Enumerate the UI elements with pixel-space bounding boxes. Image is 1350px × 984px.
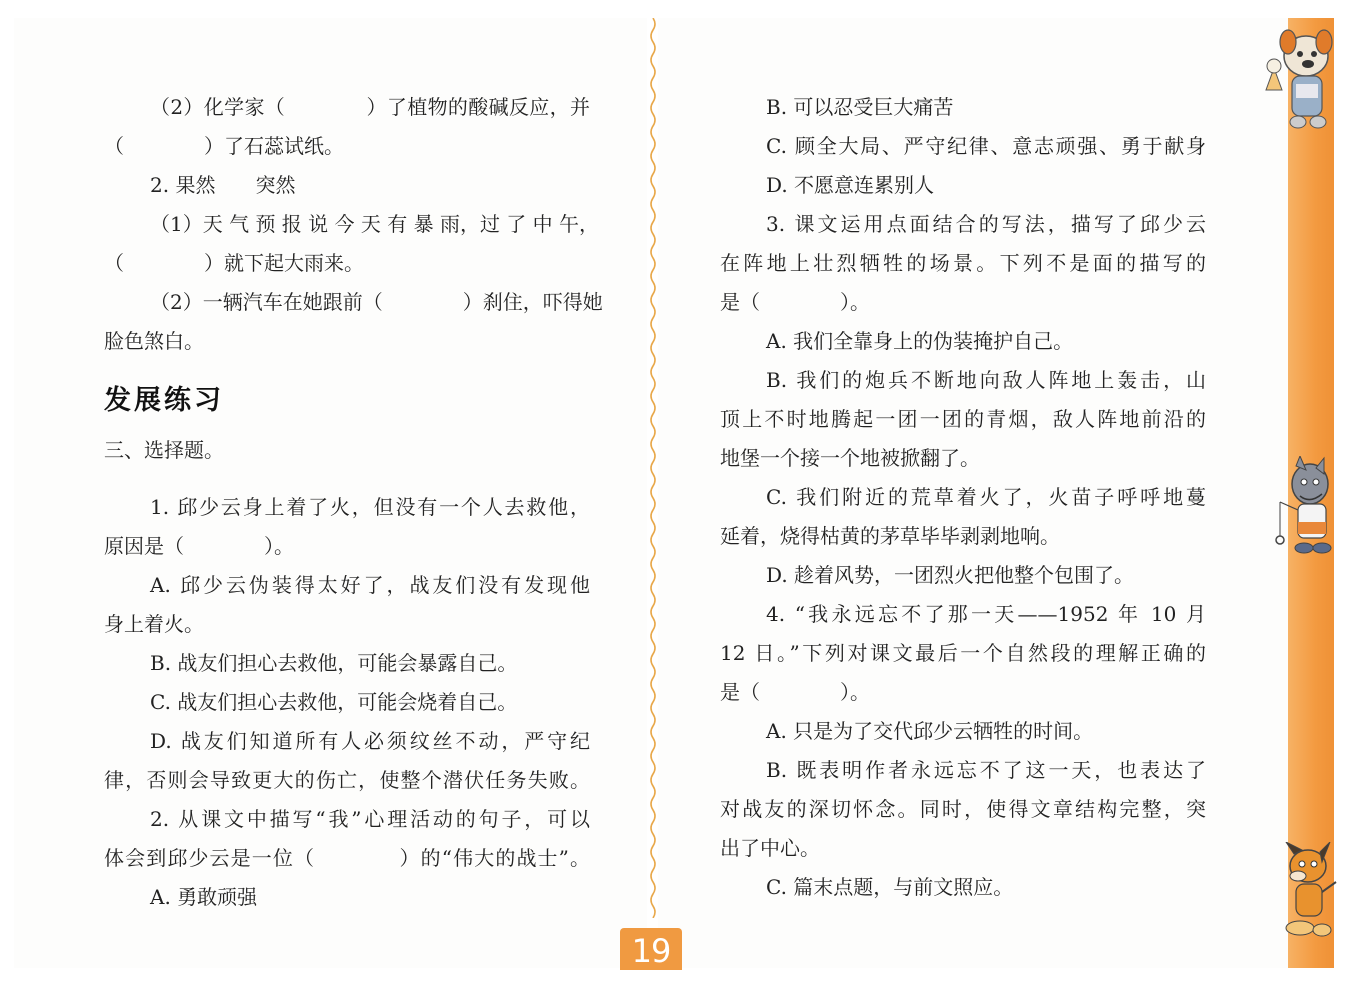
question-line: 在阵地上壮烈牺牲的场景。下列不是面的描写的 [720,251,1206,275]
question-line: 是（ ）。 [720,290,870,314]
page-number: 19 [620,928,682,970]
option-line: D. 趁着风势，一团烈火把他整个包围了。 [766,563,1135,587]
text-line: （ ）了石蕊试纸。 [104,134,344,158]
question-line: 4. “我永远忘不了那一天——1952 年 10 月 [766,602,1206,626]
option-line: C. 顾全大局、严守纪律、意志顽强、勇于献身 [766,134,1206,158]
option-line: C. 篇末点题，与前文照应。 [766,875,1014,899]
option-line: D. 战友们知道所有人必须纹丝不动，严守纪 [150,729,590,753]
option-line: C. 战友们担心去救他，可能会烧着自己。 [150,690,518,714]
question-line: 3. 课文运用点面结合的写法，描写了邱少云 [766,212,1206,236]
text-line: （1）天 气 预 报 说 今 天 有 暴 雨，过 了 中 午， [150,212,600,236]
text-line: 2. 果然 突然 [150,173,296,197]
option-line: 律，否则会导致更大的伤亡，使整个潜伏任务失败。 [104,768,590,792]
mascot-dog-ice-cream-icon [1262,28,1338,136]
option-line: A. 只是为了交代邱少云牺牲的时间。 [766,719,1094,743]
book-spine [646,18,660,918]
option-line: A. 邱少云伪装得太好了，战友们没有发现他 [150,573,590,597]
right-column [720,88,1206,907]
option-line: A. 勇敢顽强 [150,885,258,909]
option-line: 出了中心。 [720,836,820,860]
option-line: B. 既表明作者永远忘不了这一天，也表达了 [766,758,1206,782]
question-section-title: 三、选择题。 [104,438,224,462]
text-line: （2）一辆汽车在她跟前（ ）刹住，吓得她 [150,290,603,314]
mascot-dog-pointing-icon [1272,842,1338,942]
question-line: 1. 邱少云身上着了火，但没有一个人去救他， [150,495,590,519]
mascot-wolf-yoyo-icon [1272,456,1338,560]
question-line: 12 日。”下列对课文最后一个自然段的理解正确的 [720,641,1206,665]
option-line: C. 我们附近的荒草着火了，火苗子呼呼地蔓 [766,485,1206,509]
option-line: B. 可以忍受巨大痛苦 [766,95,954,119]
option-line: 延着，烧得枯黄的茅草毕毕剥剥地响。 [720,524,1060,548]
text-line: （2）化学家（ ）了植物的酸碱反应，并 [150,95,590,119]
option-line: 对战友的深切怀念。同时，使得文章结构完整，突 [720,797,1206,821]
section-heading: 发展练习 [104,385,224,416]
option-line: B. 我们的炮兵不断地向敌人阵地上轰击，山 [766,368,1206,392]
option-line: 顶上不时地腾起一团一团的青烟，敌人阵地前沿的 [720,407,1206,431]
option-line: 身上着火。 [104,612,204,636]
question-line: 原因是（ ）。 [104,534,294,558]
text-line: 脸色煞白。 [104,329,204,353]
question-line: 是（ ）。 [720,680,870,704]
question-line: 2. 从课文中描写“我”心理活动的句子，可以 [150,807,590,831]
option-line: D. 不愿意连累别人 [766,173,935,197]
option-line: A. 我们全靠身上的伪装掩护自己。 [766,329,1074,353]
text-line: （ ）就下起大雨来。 [104,251,364,275]
option-line: 地堡一个接一个地被掀翻了。 [720,446,980,470]
left-column [104,88,603,917]
option-line: B. 战友们担心去救他，可能会暴露自己。 [150,651,518,675]
question-line: 体会到邱少云是一位（ ）的“伟大的战士”。 [104,846,590,870]
